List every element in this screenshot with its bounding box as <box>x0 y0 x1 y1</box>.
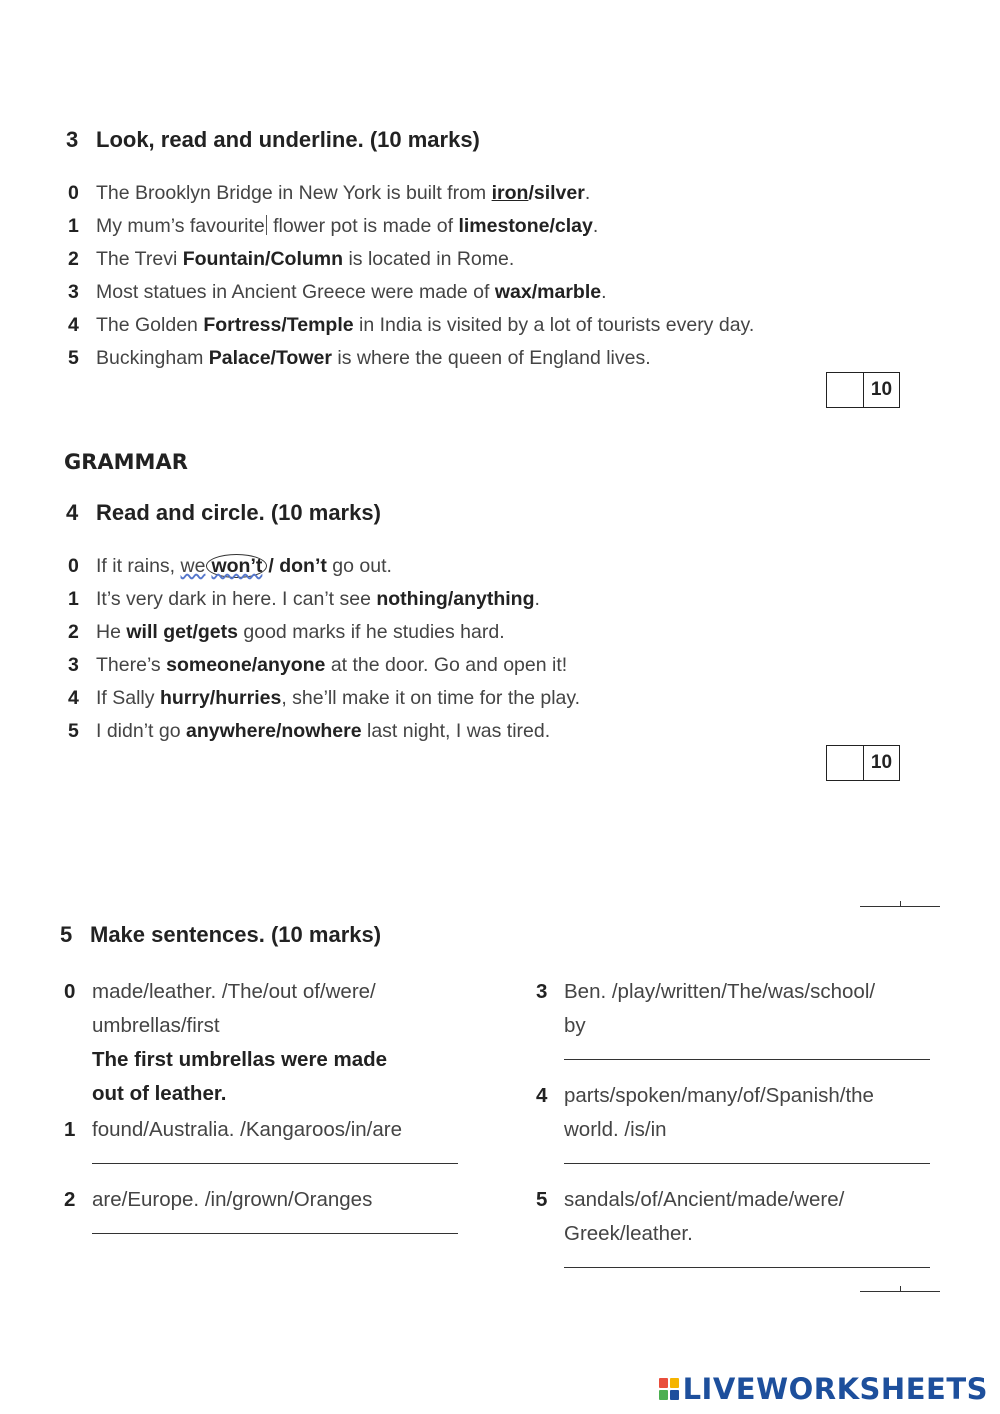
margin-tick-mark <box>860 900 940 907</box>
ex5-item-0-answer-line-1: The first umbrellas were made <box>92 1048 388 1071</box>
exercise-4-title: Read and circle. (10 marks) <box>96 500 381 525</box>
exercise-4-score-box <box>826 745 900 781</box>
grammar-section-label: GRAMMAR <box>64 450 188 474</box>
exercise-4-heading <box>66 500 381 526</box>
ex5-item-1: 1 found/Australia. /Kangaroos/in/are <box>92 1113 472 1164</box>
ex3-item-4-option-2[interactable]: Temple <box>286 314 354 336</box>
ex3-item-4-option-1[interactable]: Fortress <box>203 314 282 336</box>
ex3-item-3-option-1[interactable]: wax <box>494 281 532 303</box>
ex5-item-3-words-line-1: Ben. /play/written/The/was/school/ <box>564 980 876 1003</box>
ex3-item-2-option-2[interactable]: Column <box>270 248 344 270</box>
exercise-5-title: Make sentences. (10 marks) <box>90 922 382 947</box>
exercise-4-score-total: 10 <box>870 752 893 773</box>
ex5-item-0-words-line-2: umbrellas/first <box>92 1014 220 1037</box>
exercise-3-score-total: 10 <box>870 379 893 400</box>
ex5-item-2-words-line-1: are/Europe. /in/grown/Oranges <box>92 1188 373 1211</box>
ex5-item-0: 0 made/leather. /The/out of/were/ umbrellas/first The first umbrellas were made out of leather. <box>92 975 472 1111</box>
margin-tick-mark-bottom <box>860 1285 940 1292</box>
ex4-item-3-option-1[interactable]: someone <box>166 654 252 676</box>
ex4-item-0-option-2[interactable]: don’t <box>279 555 327 577</box>
text-cursor <box>266 215 267 235</box>
spellcheck-word: we <box>180 555 206 577</box>
exercise-3-number: 3 <box>66 127 79 152</box>
exercise-5-heading <box>60 922 381 948</box>
ex3-item-0-option-2[interactable]: silver <box>533 182 585 204</box>
exercise-3-title: Look, read and underline. (10 marks) <box>96 127 480 152</box>
ex5-item-1-words-line-1: found/Australia. /Kangaroos/in/are <box>92 1118 402 1141</box>
ex4-item-1-option-2[interactable]: anything <box>453 588 535 610</box>
exercise-3-score-box <box>826 372 900 408</box>
ex3-item-0-option-1[interactable]: iron <box>491 182 529 204</box>
ex5-item-3-words-line-2: by <box>564 1014 586 1037</box>
exercise-5-number: 5 <box>60 922 73 947</box>
ex3-item-1-option-2[interactable]: clay <box>554 215 593 237</box>
ex4-item-1: 1 It’s very dark in here. I can’t see nothing/anything. <box>68 588 540 610</box>
ex4-item-3: 3 There’s someone/anyone at the door. Go and open it! <box>68 654 568 676</box>
ex3-item-3: 3 Most statues in Ancient Greece were made of wax/marble. <box>68 281 607 303</box>
ex5-item-3-answer-line[interactable] <box>564 1059 930 1060</box>
ex5-item-4-answer-line[interactable] <box>564 1163 930 1164</box>
exercise-3-heading <box>66 127 480 153</box>
ex5-item-2: 2 are/Europe. /in/grown/Oranges <box>92 1183 472 1234</box>
ex3-item-0: 0 The Brooklyn Bridge in New York is built from iron/silver. <box>68 182 591 204</box>
ex4-item-5: 5 I didn’t go anywhere/nowhere last night, I was tired. <box>68 720 551 742</box>
ex5-item-5: 5 sandals/of/Ancient/made/were/ Greek/leather. <box>564 1183 944 1268</box>
ex3-item-5-option-1[interactable]: Palace <box>208 347 271 369</box>
ex4-item-1-option-1[interactable]: nothing <box>376 588 448 610</box>
ex4-item-5-option-1[interactable]: anywhere <box>185 720 276 742</box>
ex4-item-0: 0 If it rains, we won’t / don’t go out. <box>68 555 392 577</box>
ex4-item-2-option-1[interactable]: will get <box>126 621 193 643</box>
ex3-item-1-option-1[interactable]: limestone <box>458 215 550 237</box>
liveworksheets-logo-text: LIVEWORKSHEETS <box>682 1372 988 1406</box>
ex5-item-2-answer-line[interactable] <box>92 1233 458 1234</box>
ex3-item-5: 5 Buckingham Palace/Tower is where the queen of England lives. <box>68 347 651 369</box>
ex5-item-3: 3 Ben. /play/written/The/was/school/ by <box>564 975 944 1060</box>
ex4-item-2: 2 He will get/gets good marks if he studies hard. <box>68 621 505 643</box>
ex5-item-4: 4 parts/spoken/many/of/Spanish/the world. /is/in <box>564 1079 944 1164</box>
ex5-item-0-answer-line-2: out of leather. <box>92 1082 227 1105</box>
ex4-item-0-option-1[interactable]: won’t <box>206 554 267 578</box>
ex4-item-4-option-1[interactable]: hurry <box>159 687 210 709</box>
liveworksheets-logo <box>659 1372 988 1406</box>
exercise-3-score-input[interactable] <box>827 373 864 407</box>
ex3-item-1: 1 My mum’s favourite flower pot is made of limestone/clay. <box>68 215 599 237</box>
liveworksheets-logo-icon <box>659 1378 679 1400</box>
ex4-item-5-option-2[interactable]: nowhere <box>281 720 362 742</box>
ex4-item-4-option-2[interactable]: hurries <box>215 687 282 709</box>
exercise-4-number: 4 <box>66 500 79 525</box>
ex5-item-5-words-line-2: Greek/leather. <box>564 1222 693 1245</box>
ex4-item-2-option-2[interactable]: gets <box>197 621 238 643</box>
ex3-item-5-option-2[interactable]: Tower <box>275 347 332 369</box>
ex3-item-4: 4 The Golden Fortress/Temple in India is visited by a lot of tourists every day. <box>68 314 755 336</box>
ex3-item-3-option-2[interactable]: marble <box>537 281 602 303</box>
ex5-item-4-words-line-1: parts/spoken/many/of/Spanish/the <box>564 1084 874 1107</box>
ex5-item-4-words-line-2: world. /is/in <box>564 1118 667 1141</box>
ex5-item-5-words-line-1: sandals/of/Ancient/made/were/ <box>564 1188 845 1211</box>
ex5-item-0-words-line-1: made/leather. /The/out of/were/ <box>92 980 376 1003</box>
ex4-item-3-option-2[interactable]: anyone <box>257 654 326 676</box>
ex3-item-2: 2 The Trevi Fountain/Column is located in Rome. <box>68 248 515 270</box>
ex3-item-2-option-1[interactable]: Fountain <box>182 248 266 270</box>
exercise-4-score-input[interactable] <box>827 746 864 780</box>
ex5-item-5-answer-line[interactable] <box>564 1267 930 1268</box>
ex4-item-4: 4 If Sally hurry/hurries, she’ll make it on time for the play. <box>68 687 581 709</box>
ex5-item-1-answer-line[interactable] <box>92 1163 458 1164</box>
